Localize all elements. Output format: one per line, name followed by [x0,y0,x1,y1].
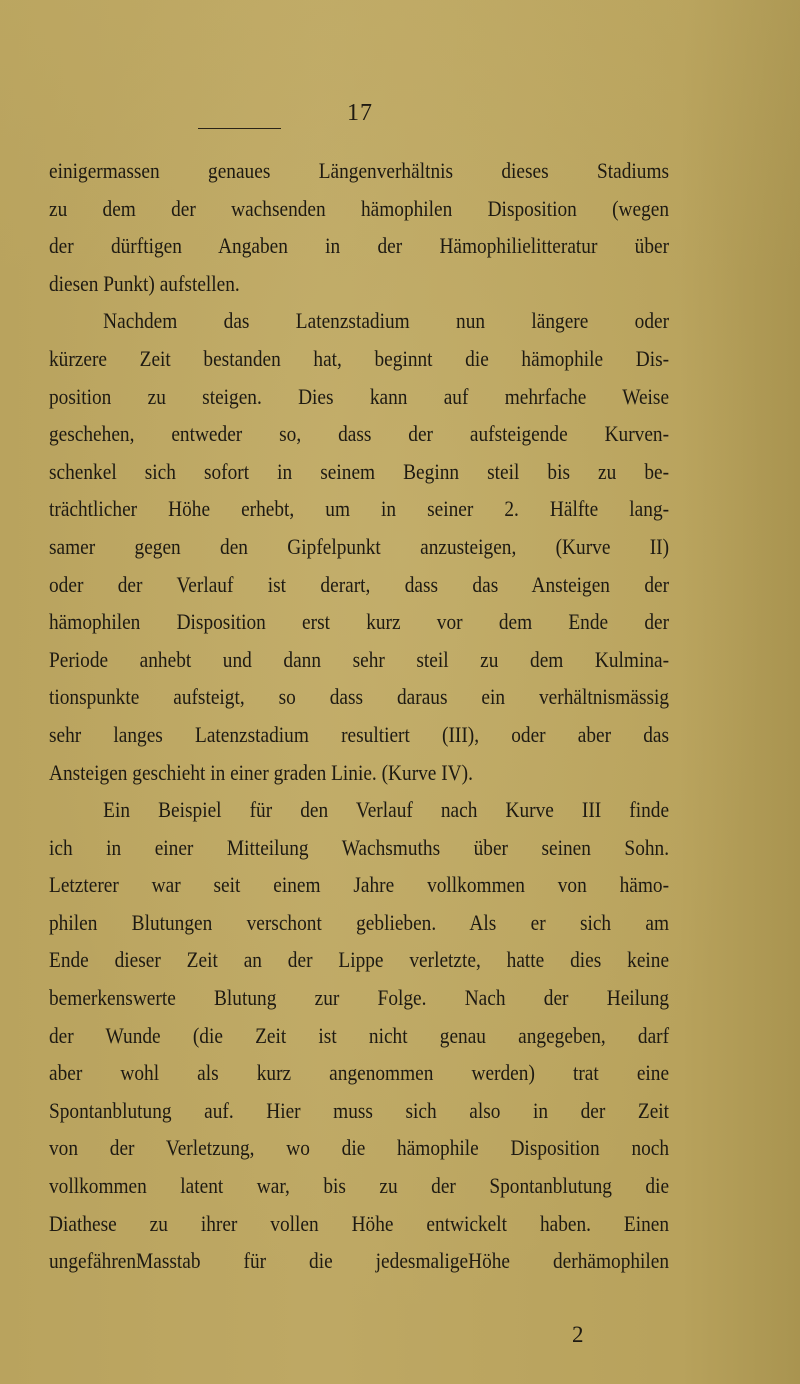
text-line: geschehen, entweder so, dass der aufsteigende Kurven- [49,421,670,447]
text-line: schenkel sich sofort in seinem Beginn steil bis zu be- [49,458,670,484]
page-number: 17 [347,100,373,126]
text-line: bemerkenswerte Blutung zur Folge. Nach der Heilung [49,985,670,1011]
text-line: philen Blutungen verschont geblieben. Als er sich am [49,909,670,935]
text-line: trächtlicher Höhe erhebt, um in seiner 2. Hälfte lang- [49,496,670,522]
text-line: Ansteigen geschieht in einer graden Linie. (Kurve IV). [49,759,473,785]
text-line: zu dem der wachsenden hämophilen Disposition (wegen [49,195,670,221]
body-text [49,152,669,1280]
text-line: vollkommen latent war, bis zu der Spontanblutung die [49,1173,670,1199]
text-line: position zu steigen. Dies kann auf mehrfache Weise [49,383,670,409]
text-line: Periode anhebt und dann sehr steil zu dem Kulmina- [49,646,670,672]
paragraph-start-line: Nachdem das Latenzstadium nun längere oder [103,308,670,334]
text-line: diesen Punkt) aufstellen. [49,270,240,296]
text-line: der dürftigen Angaben in der Hämophilielitteratur über [49,233,670,259]
text-line: Letzterer war seit einem Jahre vollkommen von hämo- [49,872,670,898]
text-line: tionspunkte aufsteigt, so dass daraus ein verhältnismässig [49,684,670,710]
text-line: aber wohl als kurz angenommen werden) trat eine [49,1060,670,1086]
text-line: kürzere Zeit bestanden hat, beginnt die hämophile Dis- [49,345,670,371]
text-line: sehr langes Latenzstadium resultiert (III), oder aber das [49,721,670,747]
text-line: oder der Verlauf ist derart, dass das Ansteigen der [49,571,670,597]
text-line: einigermassen genaues Längenverhältnis dieses Stadiums [49,158,670,183]
text-line: Spontanblutung auf. Hier muss sich also in der Zeit [49,1097,670,1123]
page-number-rule [198,128,281,129]
text-line: samer gegen den Gipfelpunkt anzusteigen, (Kurve II) [49,533,670,559]
text-line: der Wunde (die Zeit ist nicht genau angegeben, darf [49,1022,670,1048]
text-line: Ende dieser Zeit an der Lippe verletzte, hatte dies keine [49,947,670,973]
text-line: ich in einer Mitteilung Wachsmuths über seinen Sohn. [49,834,670,860]
text-line: Diathese zu ihrer vollen Höhe entwickelt haben. Einen [49,1210,670,1236]
text-line: von der Verletzung, wo die hämophile Disposition noch [49,1135,670,1161]
signature-mark: 2 [572,1322,584,1347]
text-line: ungefährenMasstab für die jedesmaligeHöhe derhämophilen [49,1248,670,1274]
text-line: hämophilen Disposition erst kurz vor dem Ende der [49,609,670,635]
paragraph-start-line: Ein Beispiel für den Verlauf nach Kurve III finde [103,797,670,823]
